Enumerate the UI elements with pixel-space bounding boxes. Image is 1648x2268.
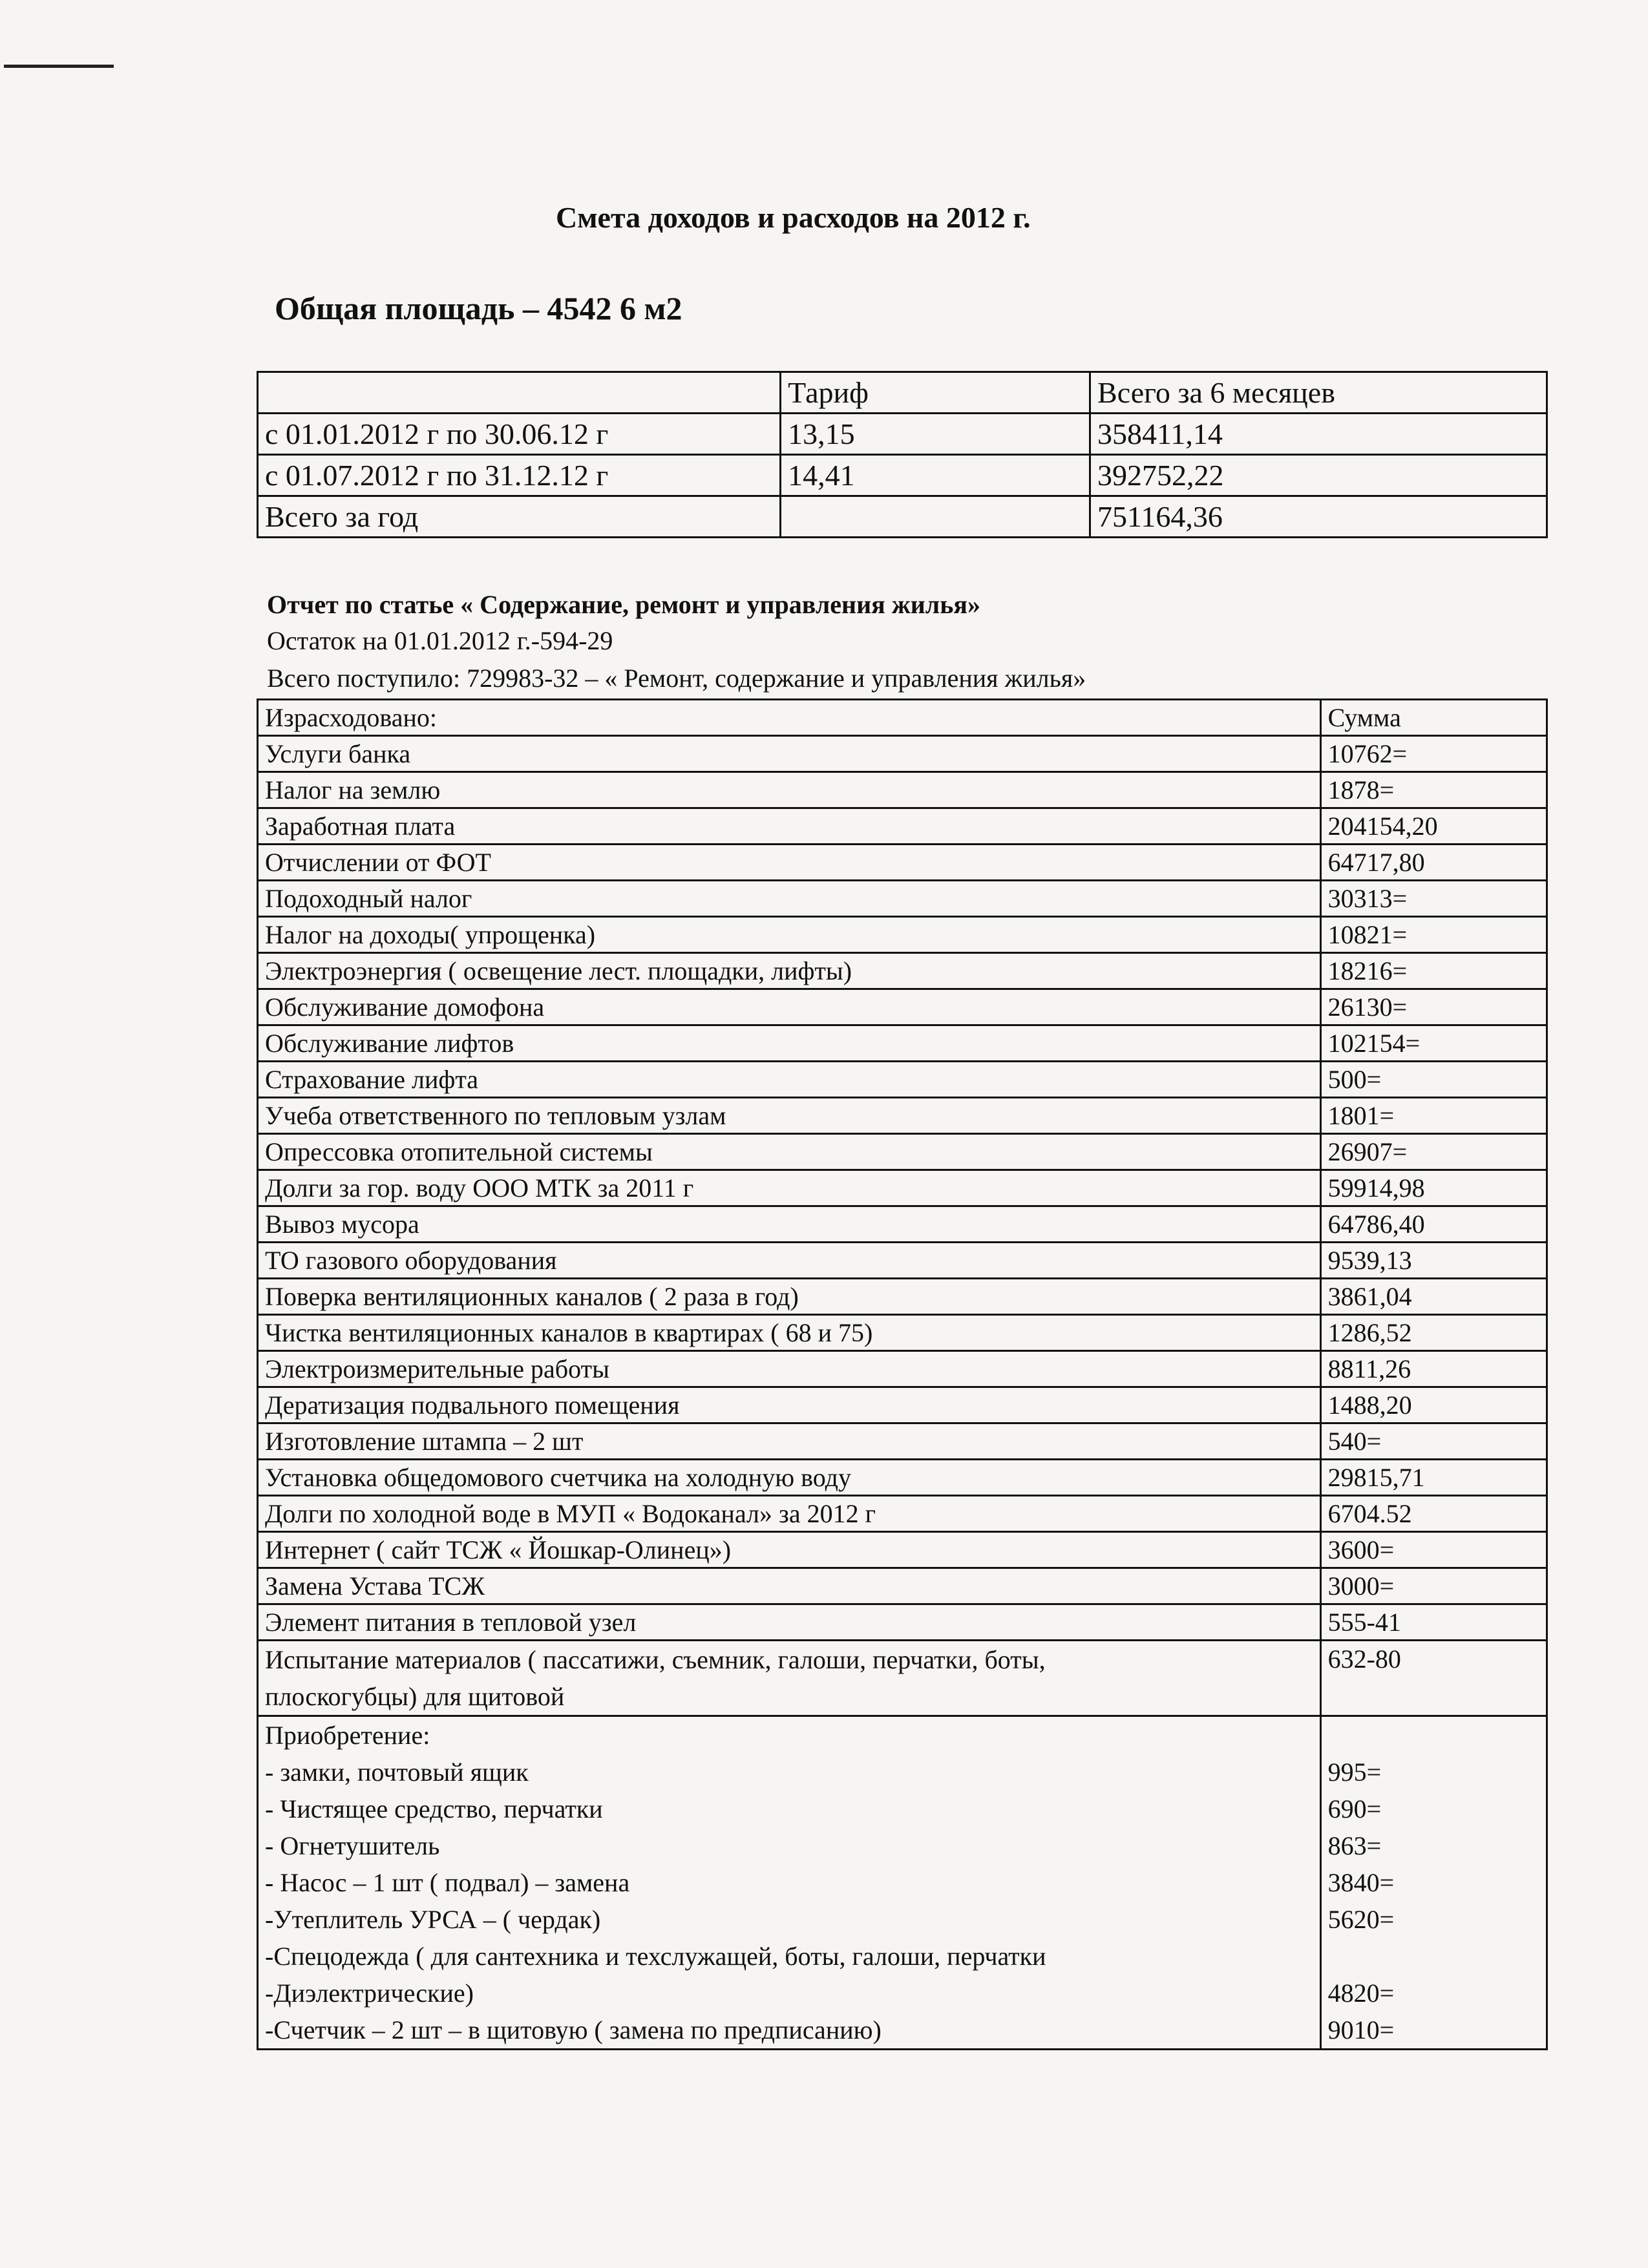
table-row: [258, 1532, 1547, 1568]
expense-item: Поверка вентиляционных каналов ( 2 раза в год): [258, 1279, 1321, 1315]
expense-item: Учеба ответственного по тепловым узлам: [258, 1098, 1321, 1134]
table-row: [258, 455, 1547, 496]
period-cell: с 01.01.2012 г по 30.06.12 г: [258, 414, 781, 455]
purchase-item: -Утеплитель УРСА – ( чердак): [265, 1905, 601, 1934]
expense-amount: 540=: [1320, 1423, 1547, 1460]
table-row: [258, 808, 1547, 845]
expense-item: Услуги банка: [258, 736, 1321, 772]
table-row: [258, 1134, 1547, 1170]
table-row: [258, 1568, 1547, 1604]
expense-item-line: Испытание материалов ( пассатижи, съемник, галоши, перчатки, боты,: [265, 1645, 1046, 1674]
expense-item: ТО газового оборудования: [258, 1243, 1321, 1279]
header-cell: Израсходовано:: [258, 700, 1321, 736]
expense-item: Установка общедомового счетчика на холодную воду: [258, 1460, 1321, 1496]
expense-item: Изготовление штампа – 2 шт: [258, 1423, 1321, 1460]
table-row: [258, 1496, 1547, 1532]
table-row: [258, 1206, 1547, 1243]
expense-item: Страхование лифта: [258, 1062, 1321, 1098]
header-cell: [258, 372, 781, 414]
header-cell: Тариф: [781, 372, 1090, 414]
purchase-item: -Счетчик – 2 шт – в щитовую ( замена по предписанию): [265, 2015, 882, 2044]
expense-item: Обслуживание лифтов: [258, 1025, 1321, 1062]
table-row: [258, 736, 1547, 772]
table-row: [258, 496, 1547, 538]
expense-amount: 30313=: [1320, 881, 1547, 917]
table-row: [258, 1641, 1547, 1716]
purchase-item: - Чистящее средство, перчатки: [265, 1794, 603, 1823]
expense-item: [258, 1641, 1321, 1716]
opening-balance: Остаток на 01.01.2012 г.-594-29: [267, 626, 613, 655]
total-cell: 392752,22: [1090, 455, 1547, 496]
report-title: Отчет по статье « Содержание, ремонт и управления жилья»: [267, 590, 981, 619]
table-header-row: [258, 700, 1547, 736]
purchase-amount: 863=: [1327, 1831, 1382, 1860]
spacer: [1328, 1717, 1539, 1754]
expense-item: Налог на доходы( упрощенка): [258, 917, 1321, 953]
expense-item: Отчислении от ФОТ: [258, 845, 1321, 881]
period-cell: с 01.07.2012 г по 31.12.12 г: [258, 455, 781, 496]
expense-amount: 3000=: [1320, 1568, 1547, 1604]
tariff-cell: 14,41: [781, 455, 1090, 496]
scan-edge-mark: [4, 65, 114, 68]
table-row: [258, 414, 1547, 455]
period-cell: Всего за год: [258, 496, 781, 538]
expense-item: Опрессовка отопительной системы: [258, 1134, 1321, 1170]
purchase-item: - Огнетушитель: [265, 1831, 440, 1860]
table-row: [258, 953, 1547, 989]
expense-amount: 9539,13: [1320, 1243, 1547, 1279]
expense-amount: 500=: [1320, 1062, 1547, 1098]
table-row: [258, 1025, 1547, 1062]
expense-amount: 26130=: [1320, 989, 1547, 1025]
expense-item: Электроэнергия ( освещение лест. площадки, лифты): [258, 953, 1321, 989]
expense-amount: 1286,52: [1320, 1315, 1547, 1351]
purchase-item: - Насос – 1 шт ( подвал) – замена: [265, 1868, 630, 1897]
expense-item-line: плоскогубцы) для щитовой: [265, 1682, 565, 1711]
expense-item: Интернет ( сайт ТСЖ « Йошкар-Олинец»): [258, 1532, 1321, 1568]
expense-amount: 29815,71: [1320, 1460, 1547, 1496]
expense-item: Долги за гор. воду ООО МТК за 2011 г: [258, 1170, 1321, 1206]
purchase-item: -Диэлектрические): [265, 1979, 474, 2008]
expense-amount: 59914,98: [1320, 1170, 1547, 1206]
purchases-amounts: [1320, 1716, 1547, 2050]
expense-amount: 8811,26: [1320, 1351, 1547, 1387]
table-row: [258, 1315, 1547, 1351]
expense-item: Дератизация подвального помещения: [258, 1387, 1321, 1423]
expense-item: Замена Устава ТСЖ: [258, 1568, 1321, 1604]
table-row: [258, 1351, 1547, 1387]
tariff-cell: 13,15: [781, 414, 1090, 455]
table-row: [258, 1243, 1547, 1279]
tariff-table: [257, 371, 1548, 538]
purchase-amount: 4820=: [1327, 1979, 1395, 2008]
purchase-item: - замки, почтовый ящик: [265, 1758, 529, 1787]
table-row: [258, 1460, 1547, 1496]
purchase-amount: [1328, 1938, 1539, 1975]
purchases-heading: Приобретение:: [265, 1721, 430, 1750]
expense-item: Налог на землю: [258, 772, 1321, 808]
table-row: [258, 917, 1547, 953]
expense-amount: 1488,20: [1320, 1387, 1547, 1423]
expense-amount: 26907=: [1320, 1134, 1547, 1170]
expense-amount: 632-80: [1320, 1641, 1547, 1716]
expense-item: Заработная плата: [258, 808, 1321, 845]
tariff-cell: [781, 496, 1090, 538]
header-cell: Всего за 6 месяцев: [1090, 372, 1547, 414]
expense-amount: 3600=: [1320, 1532, 1547, 1568]
total-received: Всего поступило: 729983-32 – « Ремонт, содержание и управления жилья»: [267, 664, 1086, 693]
purchase-item: -Спецодежда ( для сантехника и техслужащей, боты, галоши, перчатки: [265, 1942, 1046, 1971]
purchase-amount: 690=: [1327, 1794, 1382, 1823]
purchases-items: [258, 1716, 1321, 2050]
purchase-amount: 9010=: [1327, 2015, 1395, 2044]
document-title: Смета доходов и расходов на 2012 г.: [556, 201, 1031, 234]
expense-item: Элемент питания в тепловой узел: [258, 1604, 1321, 1641]
table-row: [258, 1279, 1547, 1315]
expense-amount: 10821=: [1320, 917, 1547, 953]
expense-amount: 3861,04: [1320, 1279, 1547, 1315]
table-row: [258, 989, 1547, 1025]
expense-item: Подоходный налог: [258, 881, 1321, 917]
table-row: [258, 1423, 1547, 1460]
table-row: [258, 772, 1547, 808]
table-row: [258, 1387, 1547, 1423]
expense-amount: 64717,80: [1320, 845, 1547, 881]
table-row: [258, 1716, 1547, 2050]
table-header-row: [258, 372, 1547, 414]
expense-amount: 102154=: [1320, 1025, 1547, 1062]
table-row: [258, 845, 1547, 881]
expense-table: [257, 698, 1548, 2050]
expense-amount: 18216=: [1320, 953, 1547, 989]
purchase-amount: 5620=: [1327, 1905, 1395, 1934]
expense-item: Электроизмерительные работы: [258, 1351, 1321, 1387]
table-row: [258, 1170, 1547, 1206]
table-row: [258, 1098, 1547, 1134]
expense-item: Вывоз мусора: [258, 1206, 1321, 1243]
total-area: Общая площадь – 4542 6 м2: [275, 290, 682, 326]
expense-amount: 10762=: [1320, 736, 1547, 772]
expense-item: Обслуживание домофона: [258, 989, 1321, 1025]
expense-amount: 64786,40: [1320, 1206, 1547, 1243]
expense-amount: 555-41: [1320, 1604, 1547, 1641]
total-cell: 358411,14: [1090, 414, 1547, 455]
purchase-amount: 995=: [1327, 1758, 1382, 1787]
expense-amount: 6704.52: [1320, 1496, 1547, 1532]
expense-item: Долги по холодной воде в МУП « Водоканал» за 2012 г: [258, 1496, 1321, 1532]
table-row: [258, 1062, 1547, 1098]
expense-amount: 204154,20: [1320, 808, 1547, 845]
total-cell: 751164,36: [1090, 496, 1547, 538]
purchase-amount: 3840=: [1327, 1868, 1395, 1897]
expense-amount: 1878=: [1320, 772, 1547, 808]
expense-item: Чистка вентиляционных каналов в квартирах ( 68 и 75): [258, 1315, 1321, 1351]
header-cell: Сумма: [1320, 700, 1547, 736]
table-row: [258, 1604, 1547, 1641]
expense-amount: 1801=: [1320, 1098, 1547, 1134]
table-row: [258, 881, 1547, 917]
